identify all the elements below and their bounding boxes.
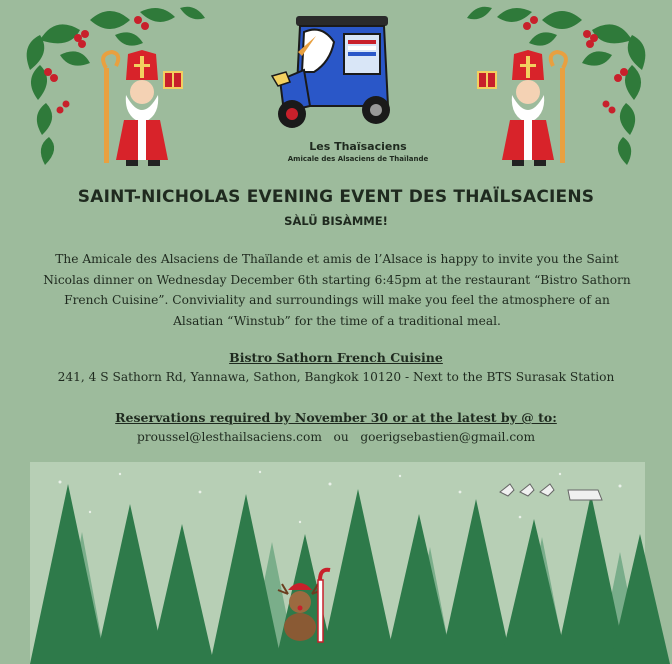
saint-nicholas-icon [98, 50, 198, 170]
venue-name: Bistro Sathorn French Cuisine [229, 350, 443, 365]
email-link-goerig[interactable]: goerigsebastien@gmail.com [360, 430, 536, 444]
event-title: SAINT-NICHOLAS EVENING EVENT DES THAÏLSACIENS [77, 187, 595, 207]
email-link-proussel[interactable]: proussel@lesthailsaciens.com [136, 430, 322, 444]
reservation-emails [0, 430, 672, 444]
logo-subtitle: Amicale des Alsaciens de Thaïlande [287, 155, 429, 163]
email-separator: ou [333, 430, 349, 444]
reservation-title: Reservations required by November 30 or at the latest by @ to: [115, 410, 557, 425]
pine-forest-icon [0, 462, 672, 664]
logo-text [258, 140, 458, 163]
logo-name: Les Thaïsaciens [309, 140, 407, 153]
event-subtitle: SÀLÜ BISÀMME! [284, 214, 388, 228]
venue-address: 241, 4 S Sathorn Rd, Yannawa, Sathon, Bangkok 10120 - Next to the BTS Surasak Station [57, 370, 615, 384]
saint-nicholas-icon [474, 50, 574, 170]
event-intro: The Amicale des Alsaciens de Thaïlande et amis de l’Alsace is happy to invite you the Saint Nicolas dinner on Wednesday December 6th starting 6:45pm at the restaurant “Bistro Sathorn French Cuisine”. Conviviality and surroundings will make you feel the atmosphere of an Alsatian “Winstub” for the time of a traditional meal. [43, 252, 631, 328]
